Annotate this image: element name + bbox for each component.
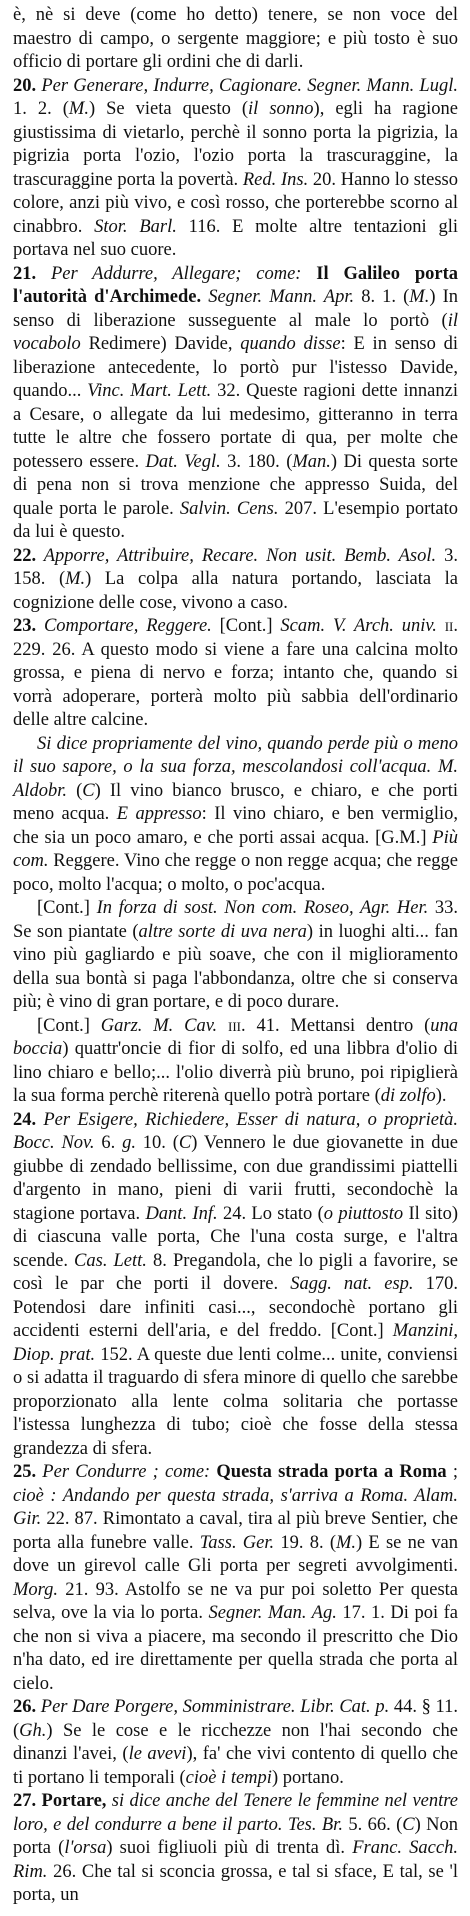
dictionary-entry	[13, 1696, 458, 1790]
entry-text: Man.	[292, 451, 331, 472]
entry-text: iii	[228, 1015, 241, 1036]
entry-text: l'orsa	[64, 1838, 107, 1858]
entry-text: Apporre, Attribuire, Recare. Non usit. Bemb. Asol.	[36, 545, 437, 566]
dictionary-entry	[13, 1109, 458, 1462]
entry-text: ) Non porta (	[13, 1814, 459, 1858]
entry-text: ), fa' che vivi contento di quello che ti portano li temporali (	[13, 1744, 458, 1788]
entry-text: M.	[65, 569, 86, 589]
entry-text: ) In senso di liberazione susseguente al male lo portò (	[13, 287, 458, 331]
entry-text: 207. L'esempio portato da lui è questo.	[13, 498, 458, 542]
entry-text: Red. Ins.	[242, 169, 309, 190]
entry-text: Per Dare Porgere, Somministrare. Libr. Cat.	[36, 1697, 371, 1717]
entry-text: ) in luoghi alti... fan vino più gagliardo e più soave, che con il miglioramento della sua bontà si paga l'abbondanza, oltre che si conserva più; è vino di gran portare, e di poco durare.	[13, 921, 458, 1012]
entry-text: 19. 8. (	[274, 1532, 336, 1553]
dictionary-entry	[13, 4, 458, 75]
entry-text: [Cont.]	[37, 898, 97, 918]
entry-text: Per Generare, Indurre, Cagionare. Segner. Mann. Lugl.	[36, 75, 458, 96]
entry-number: 23.	[13, 616, 37, 636]
entry-text: 21. 93. Astolfo se ne va pur poi soletto Per questa selva, ove la via lo porta.	[13, 1579, 458, 1623]
entry-text: : E in senso di liberazione antecedente, lo portò pur l'istesso Davide, quando...	[13, 334, 459, 401]
entry-text	[217, 1016, 228, 1036]
entry-text: Per Addurre, Allegare; come:	[36, 263, 302, 284]
entry-text: ) Se le cose e le ricchezze non l'hai secondo che dinanzi l'avei, (	[13, 1720, 458, 1764]
entry-text: Sagg. nat. esp.	[290, 1274, 414, 1294]
entry-text: In forza di sost. Non com. Roseo, Agr. Her.	[96, 898, 429, 918]
entry-text: è, nè si deve (come ho detto) tenere, se non voce del maestro di campo, o sergente maggiore; e più tosto è suo officio di portare gli ordini che di darli.	[13, 5, 458, 72]
entry-text: 22. 87. Rimontato a caval, tira al più breve Sentier, che porta alla funebre valle.	[13, 1509, 458, 1553]
dictionary-entry	[13, 75, 458, 263]
entry-text: 116. E molte altre tentazioni gli portava nel suo cuore.	[13, 216, 458, 260]
dictionary-entry	[13, 263, 458, 545]
entry-text: ), egli ha ragione giustissima di vietarlo, perchè il sonno porta la pigrizia, la pigrizia porta l'ozio, l'ozio porta la trascuraggine, la trascuraggine porta la povertà.	[13, 99, 458, 190]
entry-text: ).	[435, 1086, 447, 1106]
entry-text: Questa strada porta a Roma	[210, 1462, 447, 1482]
entry-text: Gh.	[19, 1720, 47, 1741]
entry-text: 24. Lo stato (	[217, 1203, 324, 1224]
entry-text: 8. Pregandola, che lo pigli a favorire, se così le par che porti il dovere.	[13, 1250, 458, 1294]
entry-text: 1. 2. (	[13, 99, 69, 119]
entry-text: Stor. Barl.	[94, 216, 177, 237]
entry-text: 3. 180. (	[220, 451, 293, 472]
entry-text: 3. 158. (	[13, 545, 458, 589]
entry-text: ) Vennero le due giovanette in due giubbe di zendado bellissime, con due grandissimi piattelli d'argento in mano, pieni di varii frutti, secondochè la stagione portava.	[13, 1133, 459, 1224]
entry-text: ) La colpa alla natura portando, lasciata la cognizione delle cose, vivono a caso.	[13, 569, 458, 613]
entry-text: C	[402, 1814, 415, 1835]
entry-text: una boccia	[13, 1015, 458, 1059]
entry-text: Dat. Vegl.	[145, 451, 221, 472]
entry-text: . 229. 26. A questo modo si viene a fare una calcina molto grossa, e piena di nervo e forza; intanto che, quando si vorrà adoperare, porterà molto più sabbia dell'ordinario delle altre calcine.	[13, 616, 459, 730]
entry-text: M.	[68, 99, 89, 119]
entry-text: Comportare, Reggere.	[36, 616, 212, 636]
entry-text: si dice anche del Tenere le femmine nel ventre loro, e del condurre a bene il parto. Tes. Br.	[13, 1791, 458, 1835]
dictionary-entry	[13, 897, 458, 1015]
entry-text: Cas. Lett.	[74, 1250, 147, 1271]
entry-text: 5. 66. (	[342, 1814, 403, 1835]
entry-text: Il Galileo porta l'autorità d'Archimede.	[13, 263, 458, 307]
entry-number: 22.	[13, 545, 37, 566]
entry-text: g.	[122, 1133, 136, 1153]
entry-text: E appresso	[116, 804, 202, 824]
entry-text: 20. Hanno lo stesso colore, anzi più vivo, e così rosso, che porterebbe scorno al cinabbro.	[13, 169, 459, 237]
entry-text: Per Esigere, Richiedere, Esser di natura, o proprietà. Bocc. Nov.	[13, 1109, 458, 1153]
entry-text: 44. § 11. (	[13, 1697, 458, 1741]
dictionary-entry	[13, 545, 458, 616]
entry-text: 170. Potendosi dare infiniti casi..., secondochè portano gli accidenti esterni dell'aria, e del freddo. [Cont.]	[13, 1274, 459, 1341]
entry-text: Dant. Inf.	[145, 1203, 218, 1224]
entry-text: ) quattr'oncie di fior di solfo, ed una libbra d'olio di lino chiaro e bello;... l'olio diverrà più bruno, poi ripiglierà la sua forma perchè riterenà quello potrà portare (	[13, 1039, 458, 1106]
entry-text: M.	[409, 287, 430, 307]
dictionary-entry	[13, 615, 458, 733]
entry-text: 10. (	[135, 1133, 179, 1153]
entry-text: [Cont.]	[37, 1015, 101, 1036]
entry-text: ) Il vino bianco brusco, e chiaro, e che porti meno acqua.	[13, 780, 458, 824]
entry-text: [Cont.]	[211, 616, 281, 636]
entry-text: Segner. Man. Ag.	[208, 1603, 337, 1623]
entry-text: 17. 1. Di poi fa che non si viva a piacere, ma secondo il prescritto che Dio n'ha dato, ed ire direttamente per quella strada che porta al cielo.	[13, 1603, 458, 1694]
entry-number: 20.	[13, 75, 37, 96]
entry-text: Manzini, Diop. prat.	[13, 1321, 458, 1365]
entry-text: le avevi	[128, 1744, 187, 1764]
entry-text: : Il vino chiaro, e ben vermiglio, che sia un poco amaro, e che porti assai acqua. [G.M.]	[13, 804, 458, 848]
entry-text: Garz. M. Cav.	[100, 1015, 218, 1036]
entry-number: 27. Portare,	[13, 1791, 107, 1811]
entry-text: 6.	[94, 1133, 123, 1153]
entry-text: 33. Se son piantate (	[13, 898, 458, 942]
entry-number: 21.	[13, 263, 37, 284]
entry-text: ) Di questa sorte di pena non si trova menzione che appresso Suida, del quale porta le parole.	[13, 451, 458, 519]
entry-number: 25.	[13, 1462, 37, 1482]
entry-text: p.	[375, 1697, 390, 1717]
entry-text: il sonno	[248, 99, 314, 119]
entry-text: 26. Che tal si sconcia grossa, e tal si sface, E tal, se 'l porta, un	[13, 1861, 458, 1905]
entry-text: ) Se vieta questo (	[88, 99, 249, 119]
entry-text: ) suoi figliuoli più di trenta dì.	[106, 1838, 353, 1858]
entry-number: 26.	[13, 1697, 37, 1717]
entry-text: altre sorte di uva nera	[138, 921, 307, 942]
entry-text: cioè : Andando per questa strada, s'arriva a Roma. Alam. Gir.	[13, 1485, 458, 1529]
entry-text: C	[178, 1133, 192, 1153]
dictionary-entry	[13, 1461, 458, 1696]
entry-text: (	[66, 780, 83, 801]
entry-text: quando disse	[240, 334, 341, 354]
entry-text: Vinc. Mart. Lett.	[87, 381, 212, 401]
dictionary-entry	[13, 733, 458, 898]
entry-text: Scam. V. Arch. univ.	[280, 616, 437, 636]
entry-text: ;	[446, 1462, 459, 1482]
entry-text: 32. Queste ragioni dette innanzi a Cesare, o allegate da lui medesimo, gitteranno in terra tutte le altre che fossero portate di qua, per molte che potessero essere.	[13, 381, 458, 472]
entry-text: di zolfo	[380, 1086, 436, 1106]
entry-text: 152. A queste due lenti colme... unite, conviensi o si adatta il traguardo di sfera minore di quello che sarebbe proporzionato alla lente colma solitaria che portasse l'istessa lunghezza di tubo; cioè che fosse della stessa grandezza di sfera.	[13, 1344, 458, 1459]
entry-text: ) portano.	[271, 1767, 344, 1788]
entry-text: cioè i tempi	[185, 1767, 272, 1788]
entry-text: Più com.	[13, 827, 458, 871]
entry-text: Morg.	[13, 1579, 59, 1600]
entry-text: Franc. Sacch. Rim.	[13, 1838, 458, 1882]
entry-text: Reggere. Vino che regge o non regge acqua; che regge poco, molto l'acqua; o molto, o poc'acqua.	[13, 851, 458, 895]
dictionary-entry	[13, 1790, 458, 1908]
entry-number: 24.	[13, 1109, 37, 1130]
entry-text: il vocabolo	[13, 310, 458, 354]
entry-text: Il sito) di ciascuna valle porta, Che l'una costa surge, e l'altra scende.	[13, 1203, 458, 1271]
entry-text: ii	[444, 616, 454, 636]
entry-text: Si dice propriamente del vino, quando perde più o meno il suo sapore, o la sua forza, mescolandosi coll'acqua. M. Aldobr.	[13, 733, 458, 801]
entry-text: o piuttosto	[323, 1203, 404, 1224]
entry-text: Per Condurre ; come:	[36, 1462, 211, 1482]
entry-text: M.	[335, 1532, 357, 1553]
entry-text: ) E se ne van dove un girevol calle Gli porta per segreti avvolgimenti.	[13, 1532, 458, 1576]
entry-text: Redimere) Davide,	[80, 334, 241, 354]
entry-text	[437, 616, 445, 636]
entry-text: C	[82, 780, 95, 801]
dictionary-entry	[13, 1015, 458, 1109]
entry-text: 8. 1. (	[354, 287, 410, 307]
entry-text: . 41. Mettansi dentro (	[241, 1015, 431, 1036]
entry-text: Segner. Mann. Apr.	[201, 287, 355, 307]
entry-text: Salvin. Cens.	[179, 498, 279, 519]
entry-text: Tass. Ger.	[199, 1532, 275, 1553]
